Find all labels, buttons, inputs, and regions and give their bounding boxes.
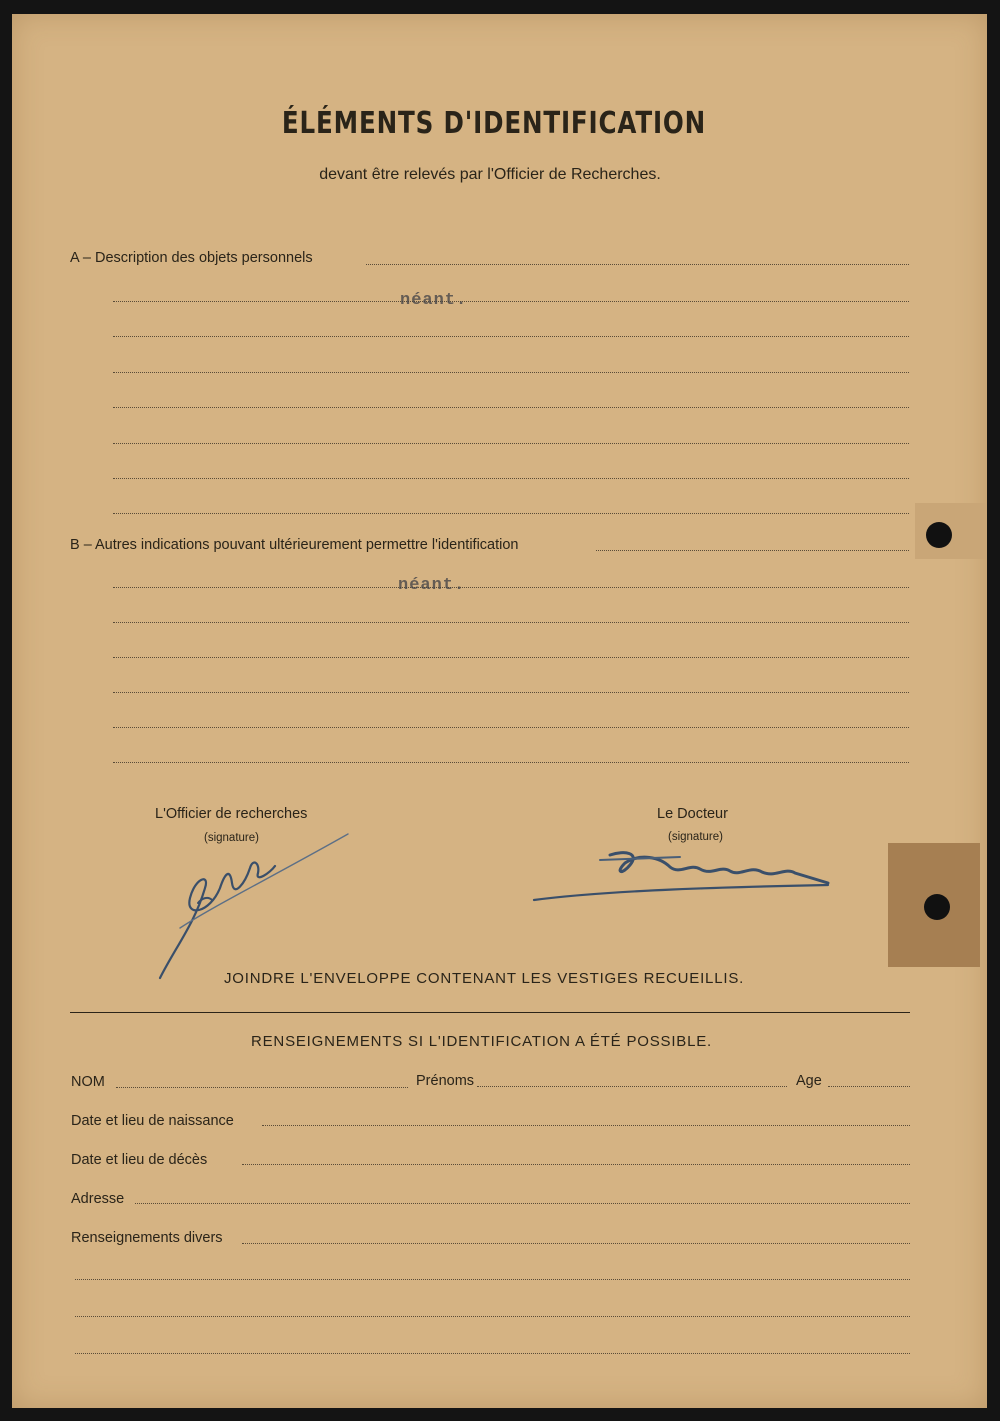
section-b-line-7 xyxy=(113,762,909,763)
section-b-line-6 xyxy=(113,727,909,728)
punch-hole-top xyxy=(926,522,952,548)
section-b-label: B – Autres indications pouvant ultérieurement permettre l'identification xyxy=(70,537,519,553)
divers-label: Renseignements divers xyxy=(71,1230,223,1246)
doctor-signature-note: (signature) xyxy=(668,831,723,843)
naissance-field[interactable] xyxy=(262,1125,910,1126)
doctor-title: Le Docteur xyxy=(657,806,728,822)
section-a-line-5 xyxy=(113,407,909,408)
age-label: Age xyxy=(796,1073,822,1089)
section-divider xyxy=(70,1012,910,1013)
section-b-line-3 xyxy=(113,622,909,623)
identification-heading: RENSEIGNEMENTS SI L'IDENTIFICATION A ÉTÉ POSSIBLE. xyxy=(251,1033,713,1050)
form-title: ÉLÉMENTS D'IDENTIFICATION xyxy=(281,106,707,141)
form-sheet xyxy=(12,14,987,1408)
divers-field-3[interactable] xyxy=(75,1316,910,1317)
deces-field[interactable] xyxy=(242,1164,910,1165)
officer-signature xyxy=(150,828,360,988)
section-a-line-4 xyxy=(113,372,909,373)
form-subtitle: devant être relevés par l'Officier de Recherches. xyxy=(319,166,661,183)
prenoms-label: Prénoms xyxy=(416,1073,475,1089)
punch-hole-bottom xyxy=(924,894,950,920)
divers-field-4[interactable] xyxy=(75,1353,910,1354)
section-a-label: A – Description des objets personnels xyxy=(70,250,313,266)
officer-title: L'Officier de recherches xyxy=(155,806,308,822)
adresse-field[interactable] xyxy=(135,1203,910,1204)
instruction-text: JOINDRE L'ENVELOPPE CONTENANT LES VESTIGES RECUEILLIS. xyxy=(224,970,745,987)
section-b-value: néant. xyxy=(398,576,466,595)
doctor-signature xyxy=(530,845,835,910)
section-b-line-4 xyxy=(113,657,909,658)
officer-signature-note: (signature) xyxy=(204,832,259,844)
nom-field[interactable] xyxy=(116,1087,408,1088)
section-a-value: néant. xyxy=(400,291,468,310)
divers-field-2[interactable] xyxy=(75,1279,910,1280)
age-field[interactable] xyxy=(828,1086,910,1087)
section-a-line-7 xyxy=(113,478,909,479)
section-a-line-2 xyxy=(113,301,909,302)
section-b-line-5 xyxy=(113,692,909,693)
naissance-label: Date et lieu de naissance xyxy=(71,1113,234,1129)
section-b-line-2 xyxy=(113,587,909,588)
divers-field-1[interactable] xyxy=(242,1243,910,1244)
section-a-line-3 xyxy=(113,336,909,337)
prenoms-field[interactable] xyxy=(477,1086,787,1087)
nom-label: NOM xyxy=(71,1074,105,1090)
section-a-line-1 xyxy=(366,264,909,265)
adresse-label: Adresse xyxy=(71,1191,125,1207)
section-a-line-8 xyxy=(113,513,909,514)
deces-label: Date et lieu de décès xyxy=(71,1152,208,1168)
section-a-line-6 xyxy=(113,443,909,444)
section-b-line-1 xyxy=(596,550,909,551)
